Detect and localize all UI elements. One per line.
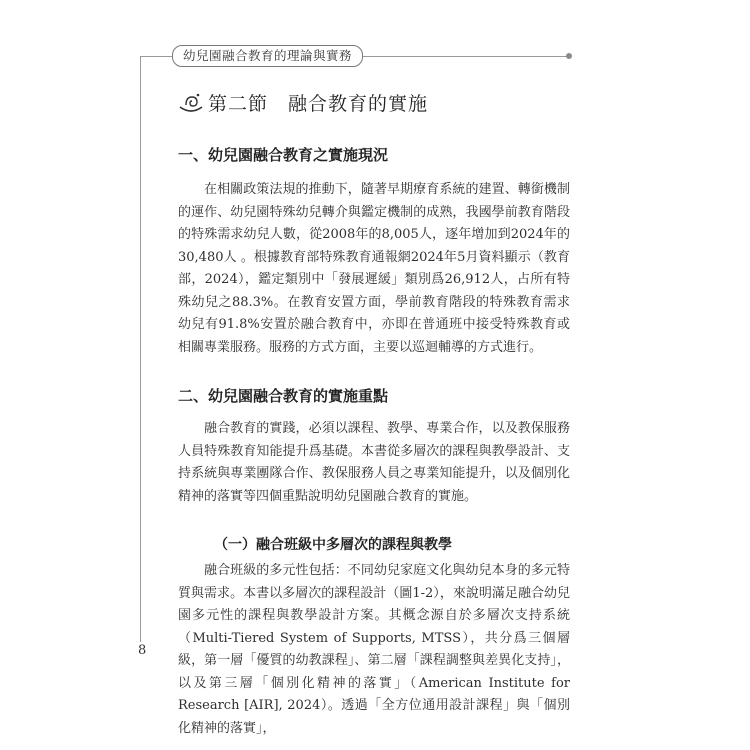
heading-implementation-focus: 二、幼兒園融合教育的實施重點	[178, 387, 389, 405]
section-title-text: 第二節 融合教育的實施	[208, 92, 429, 115]
page-body	[178, 80, 570, 740]
subheading-multi-tier-curriculum: （一）融合班級中多層次的課程與教學	[214, 537, 452, 553]
rule-end-dot	[566, 53, 572, 59]
paragraph-current-status: 在相關政策法規的推動下，隨著早期療育系統的建置、轉銜機制的運作、幼兒園特殊幼兒轉介與鑑定機制的成熟，我國學前教育階段的特殊需求幼兒人數，從2008年的8,005人，逐年增加到2024年的30,480人 。根據教育部特殊教育通報網2024年5月資料顯示（教育部，2024），鑑定類別中「發展遲緩」類別爲26,912人，占所有特殊幼兒之88.3%。在教育安置方面，學前教育階段的特殊教育需求幼兒有91.8%安置於融合教育中，亦即在普通班中接受特殊教育或相關專業服務。服務的方式方面，主要以巡迴輔導的方式進行。	[178, 182, 570, 355]
paragraph-multi-tier-curriculum: 融合班級的多元性包括：不同幼兒家庭文化與幼兒本身的多元特質與需求。本書以多層次的課程設計（圖1-2），來說明滿足融合幼兒園多元性的課程與教學設計方案。其概念源自於多層次支持系統（Multi-Tiered System of Supports, MTSS），共分爲三個層級，第一層「優質的幼教課程」、第二層「課程調整與差異化支持」，以及第三層「個別化精神的落實」（American Institute for Research [AIR], 2024）。透過「全方位通用設計課程」與「個別化精神的落實」，	[178, 563, 570, 736]
paragraph-implementation-focus: 融合教育的實踐，必須以課程、教學、專業合作，以及教保服務人員特殊教育知能提升爲基礎。本書從多層次的課程與教學設計、支持系統與專業團隊合作、教保服務人員之專業知能提升，以及個別化精神的落實等四個重點說明幼兒園融合教育的實施。	[178, 421, 570, 504]
page-number: 8	[138, 643, 147, 658]
decorative-swirl-icon	[178, 91, 204, 113]
running-header: 幼兒園融合教育的理論與實務	[172, 45, 363, 67]
margin-rule	[140, 56, 141, 656]
heading-current-status: 一、幼兒園融合教育之實施現況	[178, 146, 389, 164]
section-title	[178, 80, 570, 124]
